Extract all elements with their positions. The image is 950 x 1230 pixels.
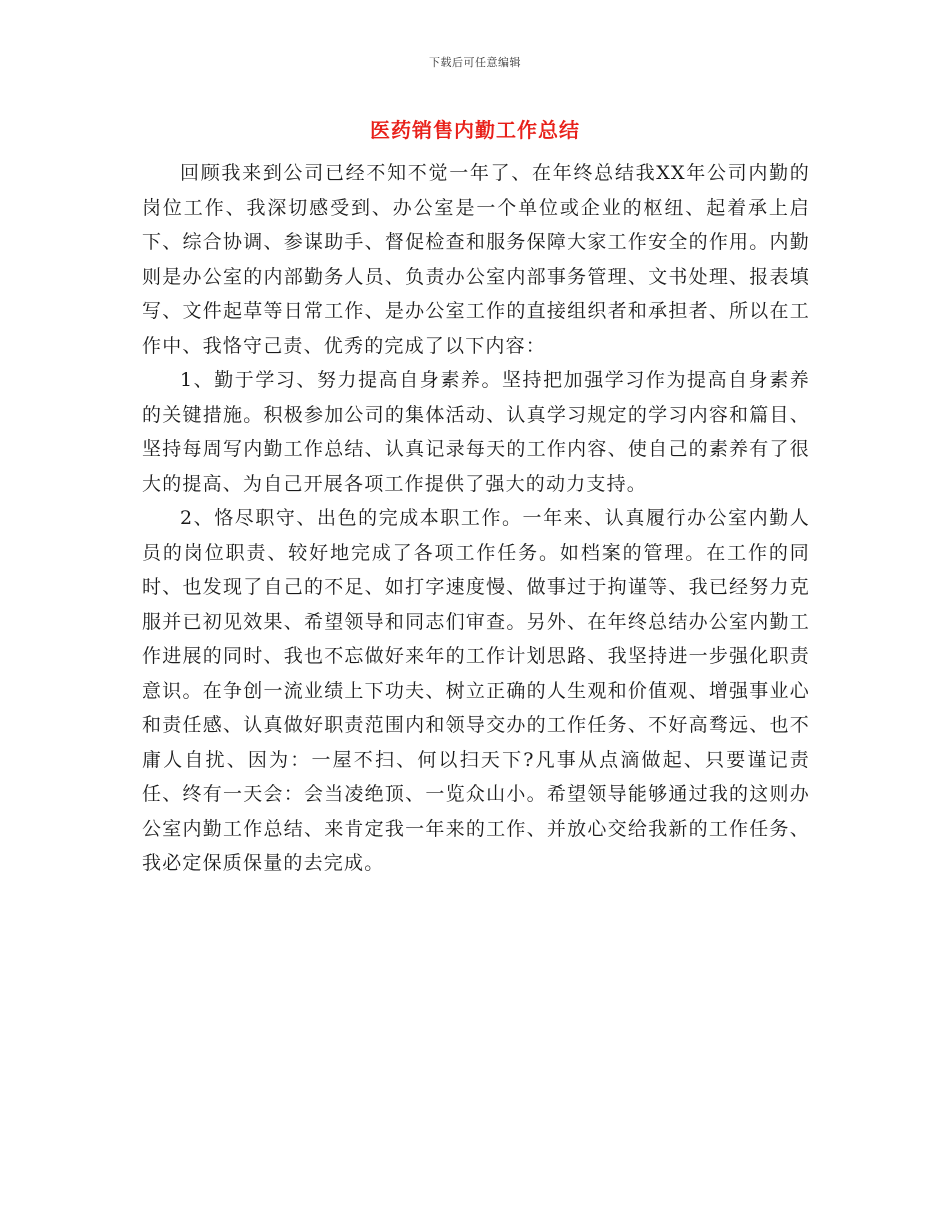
paragraph-item-2: 2、恪尽职守、出色的完成本职工作。一年来、认真履行办公室内勤人员的岗位职责、较好地完成了各项工作任务。如档案的管理。在工作的同时、也发现了自己的不足、如打字速度慢、做事过于拘谨等、我已经努力克服并已初见效果、希望领导和同志们审查。另外、在年终总结办公室内勤工作进展的同时、我也不忘做好来年的工作计划思路、我坚持进一步强化职责意识。在争创一流业绩上下功夫、树立正确的人生观和价值观、增强事业心和责任感、认真做好职责范围内和领导交办的工作任务、不好高骛远、也不庸人自扰、因为：一屋不扫、何以扫天下?凡事从点滴做起、只要谨记责任、终有一天会：会当凌绝顶、一览众山小。希望领导能够通过我的这则办公室内勤工作总结、来肯定我一年来的工作、并放心交给我新的工作任务、我必定保质保量的去完成。	[142, 507, 810, 874]
document-body	[142, 156, 810, 881]
document-title: 医药销售内勤工作总结	[370, 118, 580, 142]
page-header: 下载后可任意编辑	[429, 56, 521, 69]
paragraph-intro: 回顾我来到公司已经不知不觉一年了、在年终总结我XX年公司内勤的岗位工作、我深切感受到、办公室是一个单位或企业的枢纽、起着承上启下、综合协调、参谋助手、督促检查和服务保障大家工作安全的作用。内勤则是办公室的内部勤务人员、负责办公室内部事务管理、文书处理、报表填写、文件起草等日常工作、是办公室工作的直接组织者和承担者、所以在工作中、我恪守己责、优秀的完成了以下内容：	[142, 162, 810, 357]
paragraph-item-1: 1、勤于学习、努力提高自身素养。坚持把加强学习作为提高自身素养的关键措施。积极参加公司的集体活动、认真学习规定的学习内容和篇目、坚持每周写内勤工作总结、认真记录每天的工作内容、使自己的素养有了很大的提高、为自己开展各项工作提供了强大的动力支持。	[142, 369, 810, 495]
